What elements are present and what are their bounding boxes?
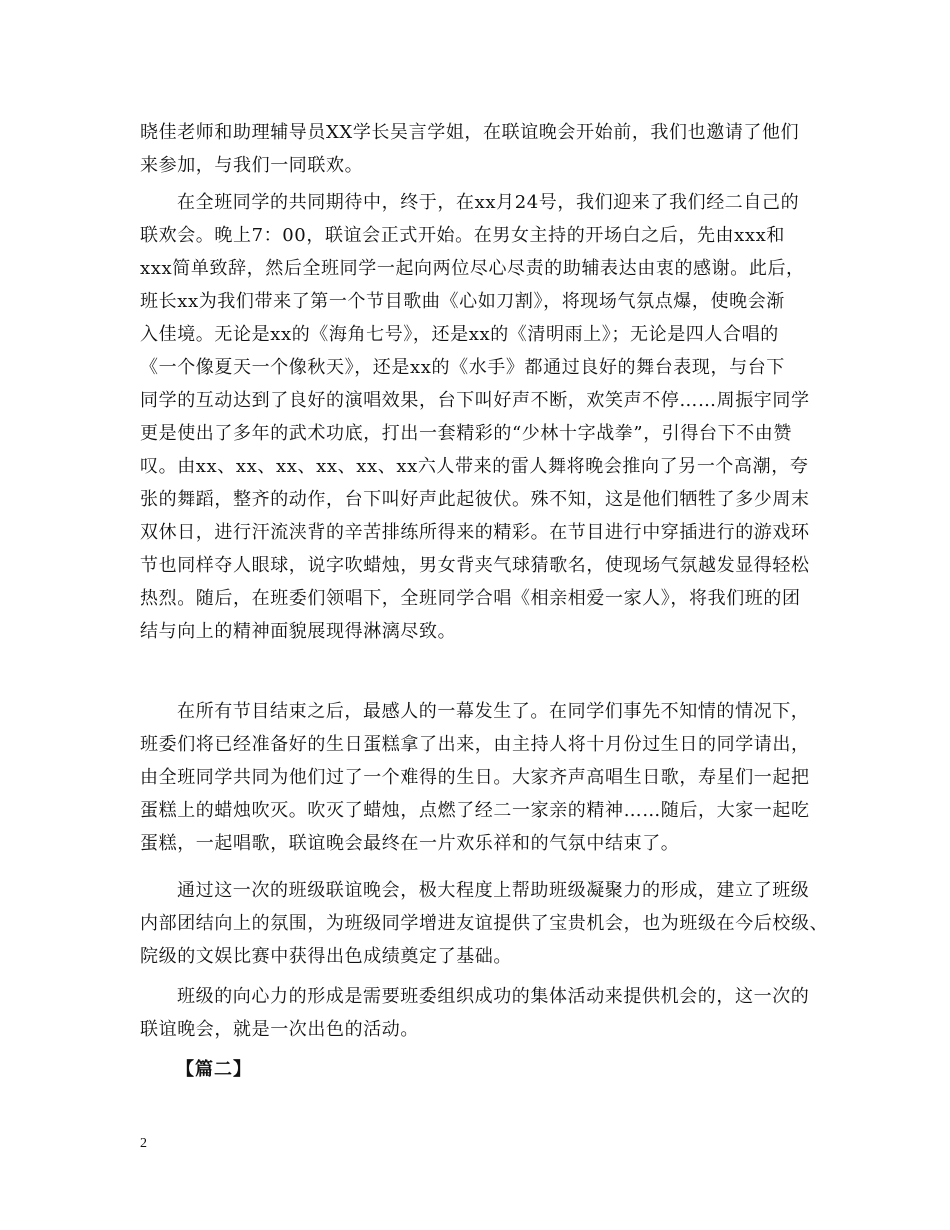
text-line: 热烈。随后，在班委们领唱下，全班同学合唱《相亲相爱一家人》，将我们班的团 bbox=[140, 588, 801, 609]
section-heading: 【篇二】 bbox=[176, 1059, 252, 1080]
text-line: 结与向上的精神面貌展现得淋漓尽致。 bbox=[140, 621, 457, 642]
text-line: 更是使出了多年的武术功底，打出一套精彩的“少林十字战拳”，引得台下不由赞 bbox=[140, 423, 793, 444]
text-line: 班委们将已经准备好的生日蛋糕拿了出来，由主持人将十月份过生日的同学请出， bbox=[140, 734, 810, 755]
text-line: 节也同样夺人眼球，说字吹蜡烛，男女背夹气球猜歌名，使现场气氛越发显得轻松 bbox=[140, 555, 810, 576]
text-line: 院级的文娱比赛中获得出色成绩奠定了基础。 bbox=[140, 946, 512, 967]
text-line: 同学的互动达到了良好的演唱效果，台下叫好声不断，欢笑声不停……周振宇同学 bbox=[140, 390, 810, 411]
text-line: 班长xx为我们带来了第一个节目歌曲《心如刀割》，将现场气氛点爆，使晚会渐 bbox=[140, 291, 785, 312]
text-line: 双休日，进行汗流浃背的辛苦排练所得来的精彩。在节目进行中穿插进行的游戏环 bbox=[140, 522, 810, 543]
text-line: 班级的向心力的形成是需要班委组织成功的集体活动来提供机会的，这一次的 bbox=[177, 986, 810, 1007]
text-line: xxx简单致辞，然后全班同学一起向两位尽心尽责的助辅表达由衷的感谢。此后， bbox=[140, 258, 805, 279]
paragraph-2 bbox=[140, 186, 820, 648]
text-line: 蛋糕，一起唱歌，联谊晚会最终在一片欢乐祥和的气氛中结束了。 bbox=[140, 833, 680, 854]
text-line: 《一个像夏天一个像秋天》，还是xx的《水手》都通过良好的舞台表现，与台下 bbox=[140, 357, 785, 378]
paragraph-5 bbox=[140, 980, 820, 1046]
text-line: 在所有节目结束之后，最感人的一幕发生了。在同学们事先不知情的情况下， bbox=[177, 701, 810, 722]
text-line: 通过这一次的班级联谊晚会，极大程度上帮助班级凝聚力的形成，建立了班级 bbox=[177, 880, 810, 901]
text-line: 蛋糕上的蜡烛吹灭。吹灭了蜡烛，点燃了经二一家亲的精神……随后，大家一起吃 bbox=[140, 800, 810, 821]
text-line: 在全班同学的共同期待中，终于，在xx月24号，我们迎来了我们经二自己的 bbox=[177, 192, 800, 213]
text-line: 张的舞蹈，整齐的动作，台下叫好声此起彼伏。殊不知，这是他们牺牲了多少周末 bbox=[140, 489, 810, 510]
paragraph-1 bbox=[140, 116, 820, 182]
paragraph-3 bbox=[140, 695, 820, 860]
page-number: 2 bbox=[140, 1136, 147, 1151]
text-line: 内部团结向上的氛围，为班级同学增进友谊提供了宝贵机会，也为班级在今后校级、 bbox=[140, 913, 829, 934]
text-line: 晓佳老师和助理辅导员XX学长吴言学姐，在联谊晚会开始前，我们也邀请了他们 bbox=[140, 122, 800, 143]
paragraph-4 bbox=[140, 874, 829, 973]
text-line: 入佳境。无论是xx的《海角七号》，还是xx的《清明雨上》；无论是四人合唱的 bbox=[140, 324, 779, 345]
text-line: 联谊晚会，就是一次出色的活动。 bbox=[140, 1019, 419, 1040]
text-line: 联欢会。晚上7：00，联谊会正式开始。在男女主持的开场白之后，先由xxx和 bbox=[140, 225, 786, 246]
text-line: 叹。由xx、xx、xx、xx、xx、xx六人带来的雷人舞将晚会推向了另一个高潮，夸 bbox=[140, 456, 809, 477]
text-line: 来参加，与我们一同联欢。 bbox=[140, 155, 364, 176]
text-line: 由全班同学共同为他们过了一个难得的生日。大家齐声高唱生日歌，寿星们一起把 bbox=[140, 767, 810, 788]
